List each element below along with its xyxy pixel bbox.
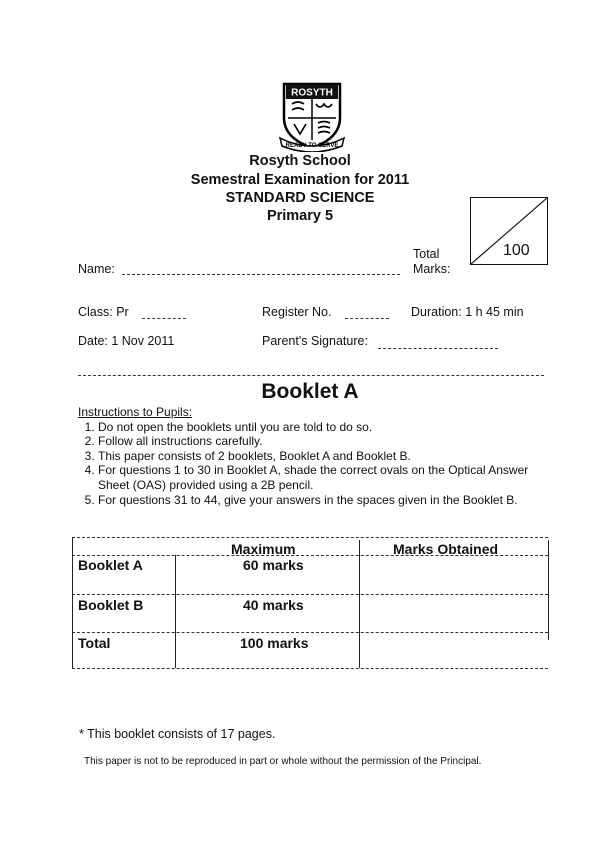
table-right-border — [548, 540, 549, 640]
instruction-item: 1. Do not open the booklets until you are told to do so. — [98, 420, 548, 435]
instructions-list — [78, 420, 548, 508]
subject-title: STANDARD SCIENCE — [225, 190, 375, 206]
register-line[interactable] — [345, 318, 389, 319]
total-marks-box — [470, 197, 548, 265]
date-label: Date: 1 Nov 2011 — [78, 334, 175, 348]
total-label: Total — [413, 247, 440, 261]
duration-label: Duration: 1 h 45 min — [411, 305, 524, 319]
signature-line[interactable] — [378, 348, 498, 349]
register-label: Register No. — [262, 305, 332, 319]
instruction-item: 3. This paper consists of 2 booklets, Booklet A and Booklet B. — [98, 449, 548, 464]
school-name: Rosyth School — [249, 153, 351, 169]
signature-label: Parent's Signature: — [262, 334, 368, 348]
instructions-title: Instructions to Pupils: — [78, 405, 193, 419]
crest-name: ROSYTH — [291, 87, 333, 99]
marks-label: Marks: — [413, 262, 451, 276]
table-top-border — [72, 537, 548, 538]
name-line[interactable] — [122, 274, 400, 275]
instruction-item: 5. For questions 31 to 44, give your answers in the spaces given in the Booklet B. — [98, 493, 548, 508]
name-label: Name: — [78, 262, 115, 276]
header-maximum: Maximum — [231, 541, 296, 557]
row-max: 60 marks — [243, 557, 304, 573]
header-marks-obtained: Marks Obtained — [393, 541, 499, 557]
separator-line — [78, 375, 544, 376]
class-label: Class: Pr — [78, 305, 129, 319]
table-row-border — [72, 594, 548, 595]
instruction-item: 2. Follow all instructions carefully. — [98, 434, 548, 449]
row-max: 100 marks — [240, 635, 309, 651]
school-crest-logo — [278, 80, 346, 152]
class-line[interactable] — [142, 318, 186, 319]
total-marks-value: 100 — [503, 242, 530, 259]
row-label: Total — [78, 635, 111, 651]
table-col-divider — [359, 540, 360, 668]
instruction-item: 4. For questions 1 to 30 in Booklet A, shade the correct ovals on the Optical Answer Sheet (OAS) provided using a 2B pencil. — [98, 463, 548, 492]
table-left-border — [72, 537, 73, 668]
pages-note: * This booklet consists of 17 pages. — [79, 727, 276, 741]
instructions-block — [78, 405, 548, 507]
copyright-note: This paper is not to be reproduced in part or whole without the permission of the Principal. — [84, 756, 482, 767]
level-title: Primary 5 — [266, 208, 334, 224]
crest-motto: READY TO SERVE — [285, 143, 339, 149]
row-label: Booklet B — [78, 597, 144, 613]
exam-title: Semestral Examination for 2011 — [190, 172, 410, 188]
booklet-title: Booklet A — [261, 380, 359, 403]
row-max: 40 marks — [243, 597, 304, 613]
table-bottom-border — [72, 668, 548, 669]
row-label: Booklet A — [78, 557, 143, 573]
table-row-border — [72, 632, 548, 633]
table-col-divider — [175, 555, 176, 668]
